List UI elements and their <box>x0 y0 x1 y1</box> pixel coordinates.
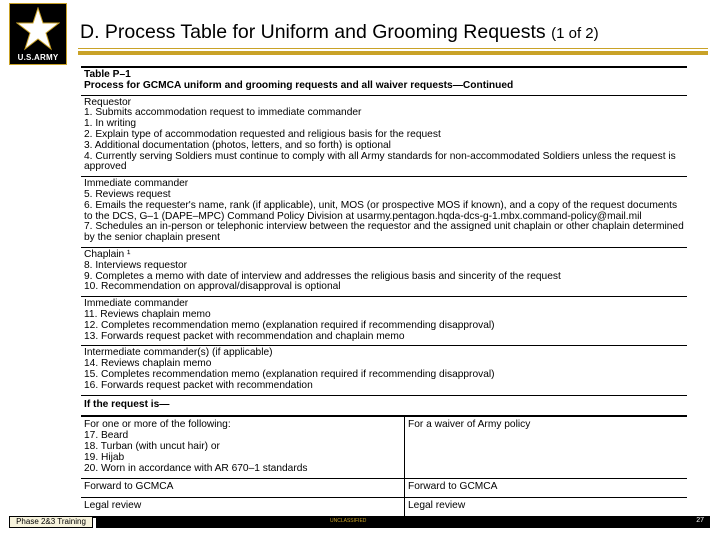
forward-row <box>81 479 687 498</box>
section-line: 4. Currently serving Soldiers must continue to comply with all Army standards for non-accommodated Soldiers unless the request is approved <box>84 150 676 173</box>
footer-training-tag: Phase 2&3 Training <box>9 516 93 528</box>
condition-left-cell <box>81 417 405 478</box>
section-line: 3. Additional documentation (photos, letters, and so forth) is optional <box>84 139 391 151</box>
section-line: 5. Reviews request <box>84 188 171 200</box>
section-line: 9. Completes a memo with date of interview and addresses the religious basis and sincerity of the request <box>84 270 561 282</box>
condition-row <box>81 417 687 479</box>
section-line: 1. Submits accommodation request to immediate commander <box>84 107 362 119</box>
section-line: 2. Explain type of accommodation requested and religious basis for the request <box>84 128 441 140</box>
section-intermediate-commander <box>81 346 687 395</box>
army-wordmark: U.S.ARMY <box>17 53 59 62</box>
section-requestor <box>81 96 687 178</box>
section-line: 15. Completes recommendation memo (explanation required if recommending disapproval) <box>84 368 495 380</box>
slide-title-main: D. Process Table for Uniform and Grooming Requests <box>80 21 546 43</box>
slide-title <box>80 21 599 44</box>
slide-title-suffix: (1 of 2) <box>551 25 599 42</box>
section-immediate-commander <box>81 177 687 248</box>
section-line: 7. Schedules an in-person or telephonic interview between the requestor and the assigned unit chaplain or other chaplain determined by the senior chaplain present <box>84 221 684 244</box>
section-line: 1. In writing <box>84 118 137 130</box>
legal-left-cell: Legal review <box>81 498 405 516</box>
forward-left-cell: Forward to GCMCA <box>81 479 405 497</box>
section-line: 12. Completes recommendation memo (explanation required if recommending disapproval) <box>84 319 495 331</box>
table-header <box>81 68 687 96</box>
section-line: Immediate commander <box>84 178 189 190</box>
section-line: 14. Reviews chaplain memo <box>84 358 212 370</box>
cell-line: 20. Worn in accordance with AR 670–1 standards <box>84 462 308 474</box>
army-logo <box>9 3 67 65</box>
section-line: Chaplain ¹ <box>84 248 131 260</box>
section-line: Intermediate commander(s) (if applicable) <box>84 347 273 359</box>
section-chaplain <box>81 248 687 297</box>
forward-right-cell: Forward to GCMCA <box>408 481 498 493</box>
classification-label: UNCLASSIFIED <box>330 518 367 524</box>
section-line: 13. Forwards request packet with recommendation and chaplain memo <box>84 330 405 342</box>
title-rule <box>78 48 708 49</box>
section-immediate-commander-review <box>81 297 687 346</box>
star-icon <box>16 7 60 51</box>
section-line: 6. Emails the requester's name, rank (if applicable), unit, MOS (or prospective MOS if known), and a copy of the request documents to the DCS, G–1 (DAPE–MPC) Command Policy Division at usarmy.pentagon.hqda-dcs-g-1.mbx.command-policy@mail.mil <box>84 199 678 222</box>
condition-right-cell: For a waiver of Army policy <box>408 419 531 431</box>
section-line: 8. Interviews requestor <box>84 259 188 271</box>
title-bar <box>78 51 708 55</box>
condition-header: If the request is— <box>81 396 687 418</box>
cell-line: For one or more of the following: <box>84 419 231 431</box>
table-caption: Process for GCMCA uniform and grooming requests and all waiver requests—Continued <box>84 79 514 91</box>
legal-row <box>81 498 687 518</box>
cell-line: 17. Beard <box>84 430 129 442</box>
table-label: Table P–1 <box>84 69 131 80</box>
page-number: 27 <box>696 517 704 524</box>
process-table <box>81 66 687 512</box>
section-line: 11. Reviews chaplain memo <box>84 308 211 320</box>
cell-line: 18. Turban (with uncut hair) or <box>84 440 220 452</box>
section-line: 10. Recommendation on approval/disapproval is optional <box>84 281 341 293</box>
footer-bar <box>96 516 710 528</box>
cell-line: 19. Hijab <box>84 451 125 463</box>
section-line: 16. Forwards request packet with recommendation <box>84 379 313 391</box>
section-line: Requestor <box>84 96 132 108</box>
section-line: Immediate commander <box>84 298 189 310</box>
legal-right-cell: Legal review <box>408 500 466 512</box>
